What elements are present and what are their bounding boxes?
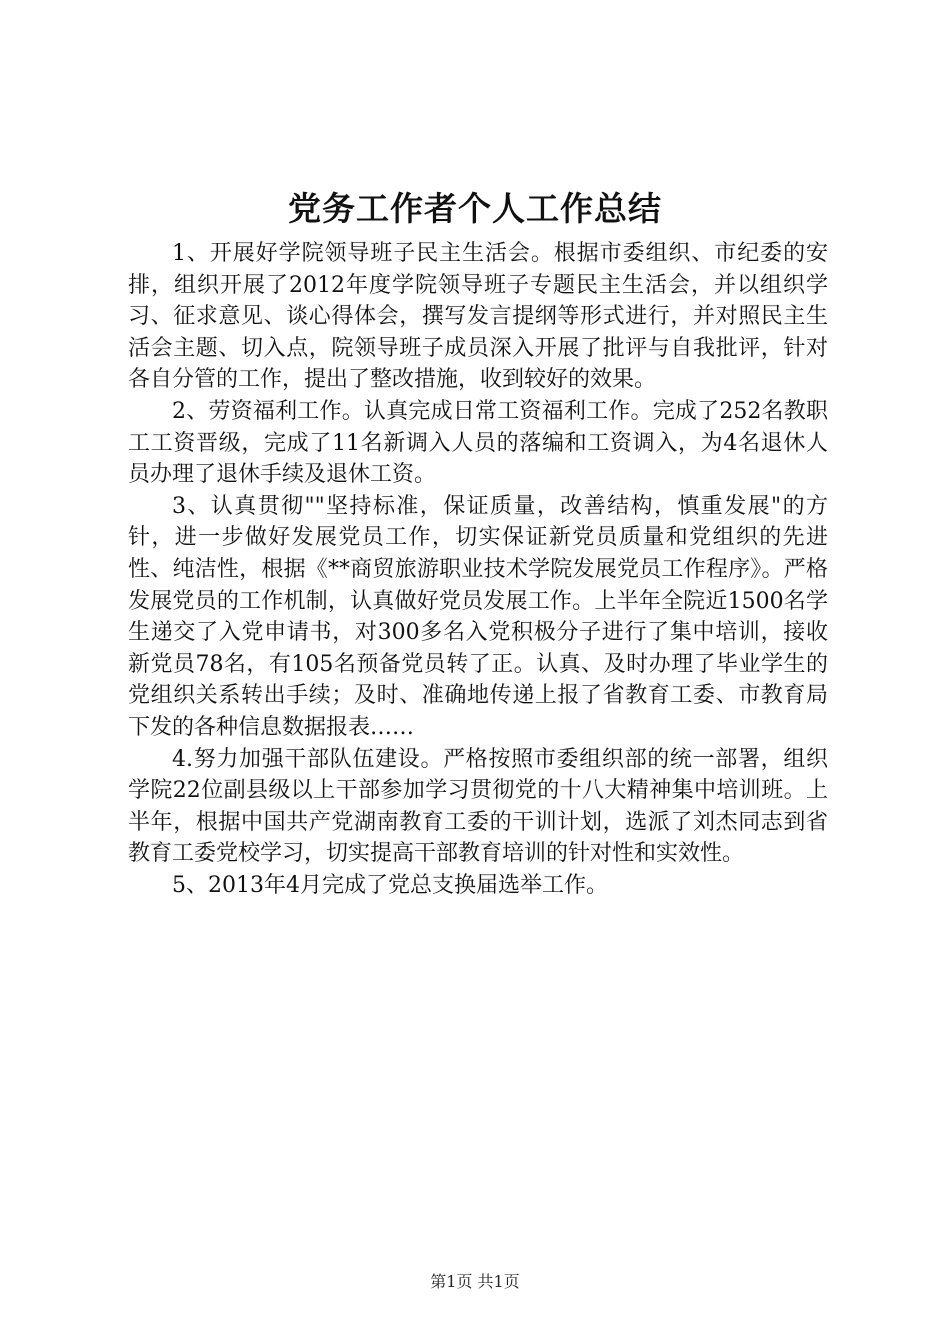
page-number-footer: 第1页 共1页: [430, 1272, 520, 1291]
paragraph-5: 5、2013年4月完成了党总支换届选举工作。: [172, 872, 608, 898]
document-title: 党务工作者个人工作总结: [288, 189, 662, 228]
paragraph-3: 3、认真贯彻""坚持标准，保证质量，改善结构，慎重发展"的方针，进一步做好发展党员工作，切实保证新党员质量和党组织的先进性、纯洁性，根据《**商贸旅游职业技术学院发展党员工作程序》。严格发展党员的工作机制，认真做好党员发展工作。上半年全院近1500名学生递交了入党申请书，对300多名入党积极分子进行了集中培训，接收新党员78名，有105名预备党员转了正。认真、及时办理了毕业学生的党组织关系转出手续；及时、准确地传递上报了省教育工委、市教育局下发的各种信息数据报表……: [128, 493, 828, 740]
paragraph-4: 4.努力加强干部队伍建设。严格按照市委组织部的统一部署，组织学院22位副县级以上干部参加学习贯彻党的十八大精神集中培训班。上半年，根据中国共产党湖南教育工委的干训计划，选派了刘杰同志到省教育工委党校学习，切实提高干部教育培训的针对性和实效性。: [128, 746, 828, 867]
document-body: [128, 238, 828, 901]
paragraph-2: 2、劳资福利工作。认真完成日常工资福利工作。完成了252名教职工工资晋级，完成了11名新调入人员的落编和工资调入，为4名退休人员办理了退休手续及退休工资。: [128, 398, 828, 488]
paragraph-1: 1、开展好学院领导班子民主生活会。根据市委组织、市纪委的安排，组织开展了2012年度学院领导班子专题民主生活会，并以组织学习、征求意见、谈心得体会，撰写发言提纲等形式进行，并对照民主生活会主题、切入点，院领导班子成员深入开展了批评与自我批评，针对各自分管的工作，提出了整改措施，收到较好的效果。: [128, 241, 828, 393]
